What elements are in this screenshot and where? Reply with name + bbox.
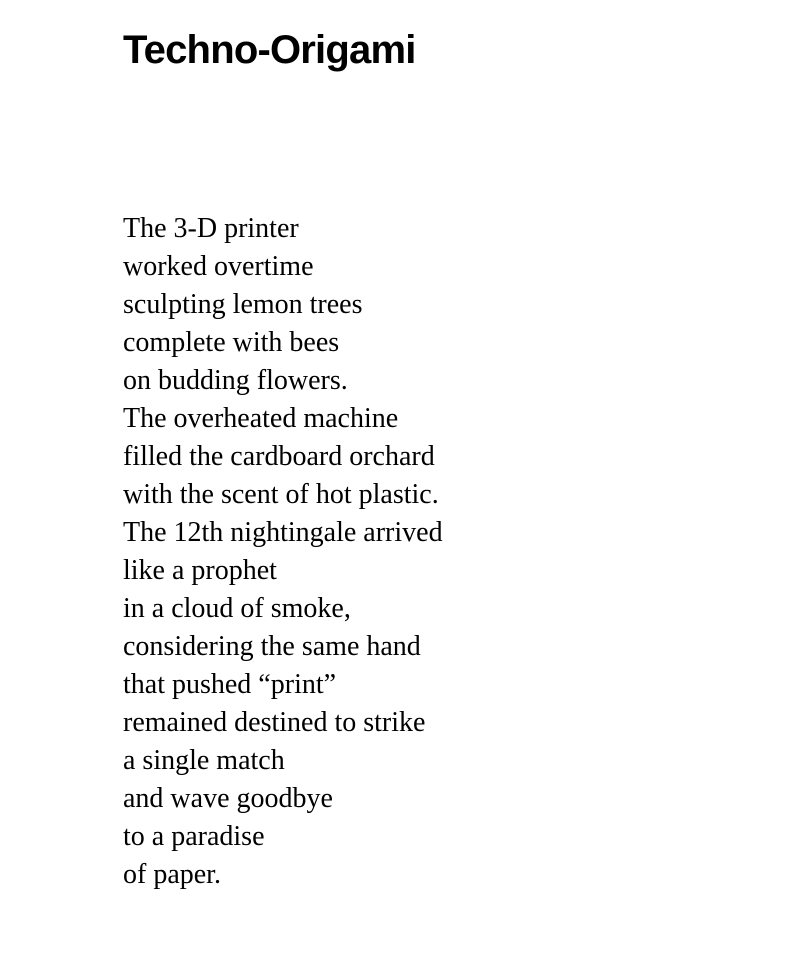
poem-line: like a prophet: [123, 555, 277, 586]
poem-line: of paper.: [123, 859, 221, 890]
poem-line: The 3-D printer: [123, 213, 299, 244]
poem-line: complete with bees: [123, 327, 340, 358]
poem-line: in a cloud of smoke,: [123, 593, 351, 624]
poem-body: [123, 210, 443, 894]
poem-line: to a paradise: [123, 821, 265, 852]
poem-line: The 12th nightingale arrived: [123, 517, 443, 548]
poem-line: worked overtime: [123, 251, 314, 282]
poem-line: with the scent of hot plastic.: [123, 479, 439, 510]
poem-title: Techno-Origami: [123, 28, 416, 72]
poem-line: considering the same hand: [123, 631, 421, 662]
poem-line: filled the cardboard orchard: [123, 441, 435, 472]
poem-line: a single match: [123, 745, 285, 776]
poem-line: remained destined to strike: [123, 707, 426, 738]
poem-line: and wave goodbye: [123, 783, 333, 814]
poem-line: The overheated machine: [123, 403, 399, 434]
poem-line: sculpting lemon trees: [123, 289, 363, 320]
poem-line: on budding flowers.: [123, 365, 348, 396]
poem-line: that pushed “print”: [123, 669, 337, 700]
